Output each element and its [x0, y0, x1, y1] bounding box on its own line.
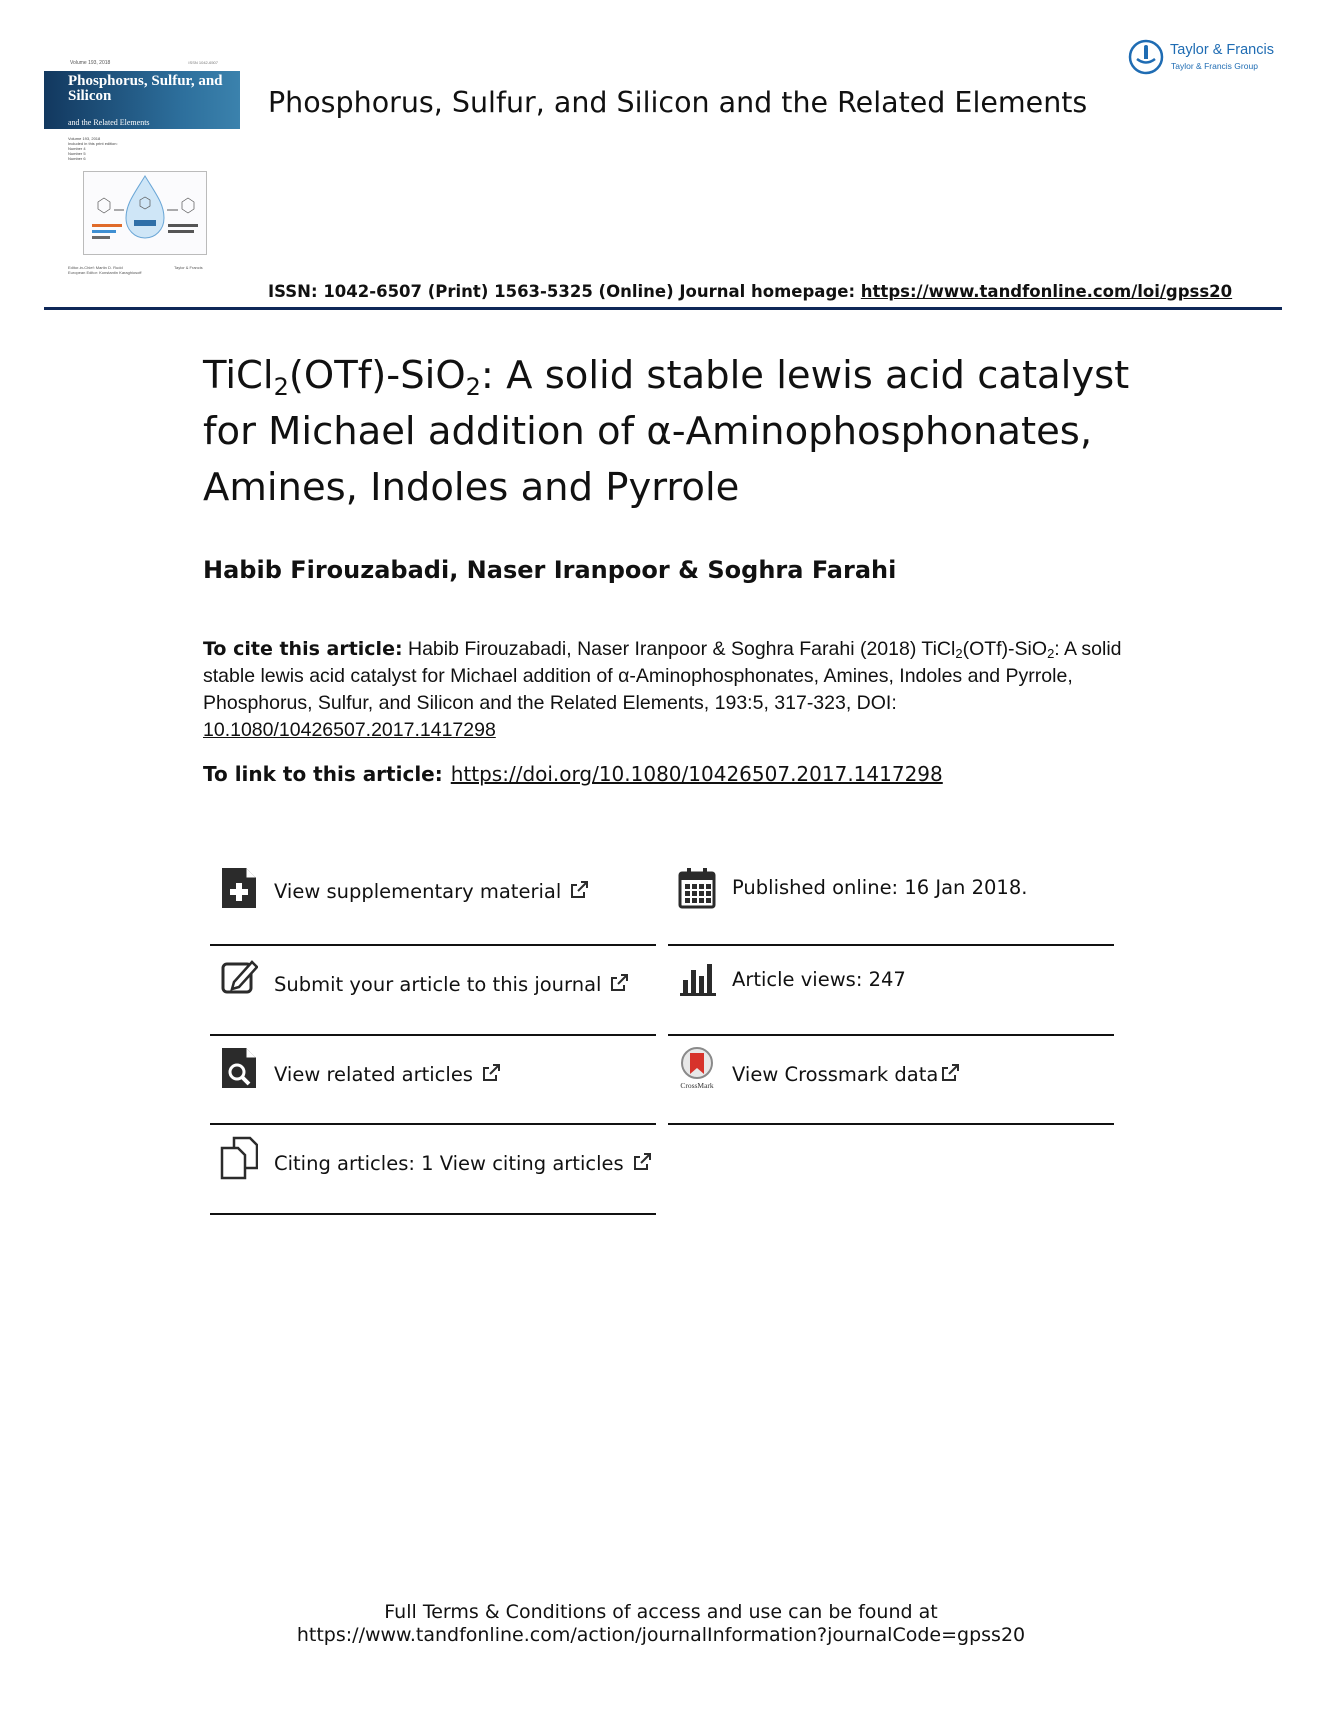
issn-text: ISSN: 1042-6507 (Print) 1563-5325 (Online) Journal homepage:: [268, 282, 861, 301]
cover-volume: Volume 193, 2018: [70, 60, 111, 66]
article-views-info: [668, 956, 1114, 1012]
divider: [210, 944, 656, 946]
view-related-articles-link[interactable]: [210, 1046, 656, 1102]
cite-label: To cite this article:: [203, 638, 403, 660]
publisher-name: Taylor & Francis: [1170, 42, 1274, 58]
crossmark-label: View Crossmark data: [732, 1063, 939, 1086]
citing-label: Citing articles: 1 View citing articles: [274, 1152, 624, 1175]
divider: [668, 944, 1114, 946]
calendar-icon: [678, 866, 716, 910]
bar-chart-icon: [678, 956, 716, 1000]
cover-editors: Editor-in-Chief: Martin D. Rudd European Editor: Konstantin Karaghiosoff: [68, 265, 142, 275]
external-link-icon: [481, 1063, 501, 1083]
external-link-icon: [609, 973, 629, 993]
supplementary-label: View supplementary material: [274, 880, 562, 903]
article-title: [203, 348, 1163, 516]
citing-articles-link[interactable]: [210, 1136, 656, 1192]
divider: [210, 1034, 656, 1036]
divider: [668, 1034, 1114, 1036]
citation-block: To cite this article: Habib Firouzabadi, Naser Iranpoor & Soghra Farahi (2018) TiCl$_2$(OTf)-SiO$_2$: A solid stable lewis acid catalyst for Michael addition of α-Aminophosphonates, Amines, Indoles and Pyrrole, Phosphorus, Sulfur, and Silicon and the Related Elements, 193:5, 317-323, DOI: 10.1080/10426507.2017.1417298: [203, 638, 1122, 741]
divider: [210, 1213, 656, 1215]
search-document-icon: [220, 1046, 258, 1090]
footer-terms: [0, 1601, 1322, 1647]
external-link-icon: [940, 1063, 960, 1083]
footer-terms-link[interactable]: https://www.tandfonline.com/action/journalInformation?journalCode=gpss20: [296, 1624, 1026, 1646]
article-title-line1: TiCl$_2$(OTf)-SiO$_2$: A solid stable lewis acid catalyst: [203, 353, 1130, 401]
divider: [210, 1123, 656, 1125]
related-label: View related articles: [274, 1063, 473, 1086]
published-label: Published online: 16 Jan 2018.: [732, 876, 1028, 899]
copy-documents-icon: [220, 1136, 258, 1180]
published-online-info: [668, 866, 1114, 922]
article-authors: Habib Firouzabadi, Naser Iranpoor & Soghra Farahi: [203, 556, 897, 584]
header-divider: [44, 307, 1282, 310]
journal-cover-thumbnail: [44, 56, 240, 280]
add-document-icon: [220, 866, 258, 910]
view-supplementary-material-link[interactable]: [210, 866, 656, 922]
publisher-group: Taylor & Francis Group: [1171, 61, 1258, 71]
cover-issn: ISSN 1042-6507: [188, 60, 218, 65]
divider: [668, 1123, 1114, 1125]
footer-line1: Full Terms & Conditions of access and use can be found at: [384, 1601, 938, 1623]
article-link-line: [203, 762, 943, 786]
view-crossmark-link[interactable]: [668, 1046, 1114, 1102]
link-label: To link to this article:: [203, 762, 443, 786]
cover-title: Phosphorus, Sulfur, and Silicon: [68, 73, 223, 104]
article-title-line3: Amines, Indoles and Pyrrole: [203, 465, 740, 510]
journal-homepage-link[interactable]: https://www.tandfonline.com/loi/gpss20: [860, 282, 1233, 301]
citation-doi-link[interactable]: 10.1080/10426507.2017.1417298: [203, 719, 496, 741]
cover-subtitle: and the Related Elements: [68, 118, 150, 127]
submit-label: Submit your article to this journal: [274, 973, 602, 996]
external-link-icon: [632, 1152, 652, 1172]
journal-title[interactable]: Phosphorus, Sulfur, and Silicon and the Related Elements: [268, 86, 1088, 119]
cover-graphical-abstract: [83, 171, 207, 255]
publisher-logo[interactable]: [1128, 39, 1288, 75]
article-title-line2: for Michael addition of α-Aminophosphonates,: [203, 409, 1093, 454]
issn-line: [268, 282, 1232, 301]
article-doi-link[interactable]: https://doi.org/10.1080/10426507.2017.1417298: [450, 762, 943, 786]
cover-publisher: Taylor & Francis: [174, 265, 203, 270]
external-link-icon: [569, 880, 589, 900]
crossmark-icon: [678, 1046, 716, 1090]
edit-icon: [220, 956, 258, 1000]
cover-title-band: [44, 71, 240, 129]
views-label: Article views: 247: [732, 968, 906, 991]
submit-article-link[interactable]: [210, 956, 656, 1012]
taylor-francis-logo-icon: [1128, 39, 1164, 75]
cover-print-info: Volume 193, 2018 Included in this print edition: Number 4 Number 5 Number 6: [68, 136, 118, 161]
svg-text:CrossMark: CrossMark: [680, 1081, 714, 1090]
